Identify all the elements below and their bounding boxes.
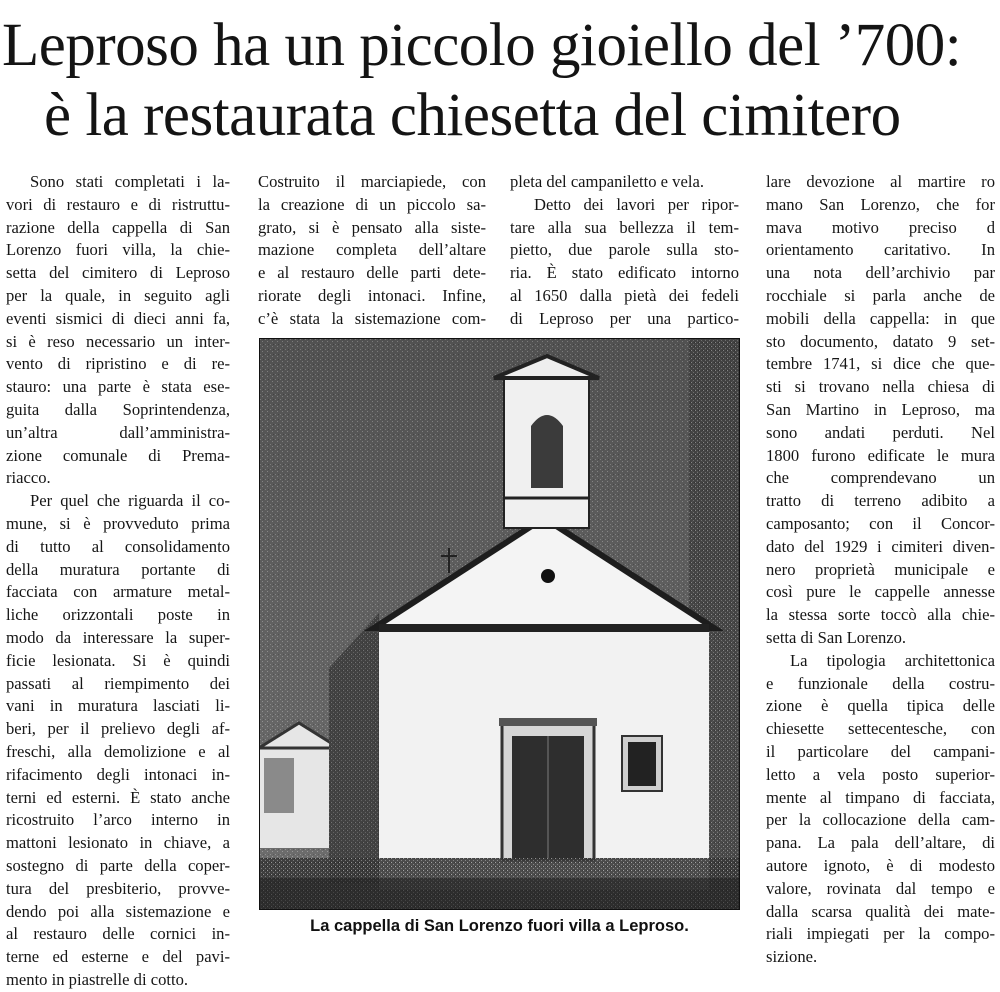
article-text-line: così pure le cappelle annesse: [766, 582, 995, 602]
article-text-line: ficie lesionata. Si è quindi: [6, 650, 230, 670]
article-text-line: rocchiale si parla anche de: [766, 285, 995, 305]
article-text-line: zione comunale di Prema-: [6, 445, 230, 465]
article-text-line: mazione completa dell’altare: [258, 240, 486, 260]
article-text-line: lare devozione al martire ro: [766, 172, 995, 191]
article-text-line: tratto di terreno adibito a: [766, 491, 995, 511]
article-text-line: di tutto al consolidamento: [6, 536, 230, 556]
article-text-line: pleta del campaniletto e vela.: [510, 172, 704, 191]
article-text-line: freschi, alla demolizione e al: [6, 741, 230, 761]
article-text-line: e al restauro delle parti dete-: [258, 263, 486, 283]
article-column-2: [258, 171, 486, 331]
article-text-line: zione è quella tipica delle: [766, 696, 995, 716]
article-text-line: mava motivo preciso d: [766, 217, 995, 237]
article-text-line: sto documento, datato 9 set-: [766, 331, 995, 351]
article-text-line: letto a vela posto superior-: [766, 764, 995, 784]
article-text-line: La tipologia architettonica: [790, 650, 995, 670]
article-text-line: dalla scarsa qualità dei mate-: [766, 901, 995, 921]
article-text-line: autore ignoto, è di modesto: [766, 855, 995, 875]
article-text-line: 1800 furono edificate le mura: [766, 445, 995, 465]
article-text-line: vani in muratura lasciati li-: [6, 696, 230, 716]
article-text-line: dendo poi alla sistemazione e: [6, 901, 230, 921]
article-text-line: mobili della cappella: in que: [766, 308, 995, 328]
chapel-photograph: [259, 338, 740, 910]
article-text-line: per la quale, in seguito agli: [6, 285, 230, 305]
article-text-line: rifacimento degli intonaci in-: [6, 764, 230, 784]
article-column-4: [766, 171, 995, 969]
article-text-line: della muratura portante di: [6, 559, 230, 579]
article-text-line: grato, si è pensato alla siste-: [258, 217, 486, 237]
article-text-line: vento di ripristino e di re-: [6, 354, 230, 374]
article-text-line: pana. La pala dell’altare, di: [766, 833, 995, 853]
article-text-line: mattoni lesionato in chiave, a: [6, 833, 230, 853]
article-text-line: riacco.: [6, 468, 51, 488]
article-text-line: Sono stati completati i la-: [30, 172, 230, 191]
article-column-1: [6, 171, 230, 992]
photo-caption: La cappella di San Lorenzo fuori villa a Leproso.: [310, 917, 689, 935]
article-text-line: orientamento caritativo. In: [766, 240, 995, 260]
article-text-line: sostegno di parte della coper-: [6, 855, 230, 875]
article-text-line: e funzionale della costru-: [766, 673, 995, 693]
article-text-line: sizione.: [766, 947, 818, 967]
article-text-line: mano San Lorenzo, che for: [766, 194, 995, 214]
article-text-line: al restauro delle cornici in-: [6, 924, 230, 944]
article-text-line: modo da interessare la super-: [6, 627, 230, 647]
article-text-line: facciata con armature metal-: [6, 582, 230, 602]
article-text-line: riali impiegati per la compo-: [766, 924, 995, 944]
article-text-line: ricostruito l’arco interno in: [6, 810, 230, 830]
article-text-line: tura del presbiterio, provve-: [6, 878, 230, 898]
headline-line-2: è la restaurata chiesetta del cimitero: [44, 82, 901, 149]
article-text-line: la creazione di un piccolo sa-: [258, 194, 486, 214]
article-text-line: che comprendevano un: [766, 468, 995, 488]
article-text-line: setta di San Lorenzo.: [766, 627, 907, 647]
article-text-line: Detto dei lavori per ripor-: [534, 194, 739, 214]
article-text-line: liche orizzontali poste in: [6, 605, 230, 625]
article-text-line: pietto, due parole sulla sto-: [510, 240, 739, 260]
article-text-line: riorate degli intonaci. Infine,: [258, 285, 486, 305]
article-text-line: tare alla sua bellezza il tem-: [510, 217, 739, 237]
article-text-line: Lorenzo fuori villa, la chie-: [6, 240, 230, 260]
article-text-line: tembre 1741, si dice che que-: [766, 354, 995, 374]
article-column-3: [510, 171, 739, 331]
article-text-line: c’è stata la sistemazione com-: [258, 308, 486, 328]
article-text-line: terni ed esterni. È stato anche: [6, 787, 230, 807]
article-text-line: mente al timpano di facciata,: [766, 787, 995, 807]
article-text-line: una nota dell’archivio par: [766, 263, 995, 283]
article-text-line: la stessa sorte toccò alla chie-: [766, 605, 995, 625]
article-text-line: Per quel che riguarda il co-: [30, 491, 230, 511]
article-text-line: valore, rovinata dal tempo e: [766, 878, 995, 898]
article-text-line: ria. È stato edificato intorno: [510, 263, 739, 283]
article-text-line: eventi sismici di dieci anni fa,: [6, 308, 230, 328]
article-text-line: un’altra dall’amministra-: [6, 422, 230, 442]
article-text-line: si è reso necessario un inter-: [6, 331, 230, 351]
article-text-line: razione della cappella di San: [6, 217, 230, 237]
article-text-line: stauro: una parte è stata ese-: [6, 377, 230, 397]
article-text-line: il particolare del campani-: [766, 741, 995, 761]
headline-line-1: Leproso ha un piccolo gioiello del ’700:: [2, 12, 962, 79]
article-text-line: Costruito il marciapiede, con: [258, 172, 486, 191]
article-text-line: setta del cimitero di Leproso: [6, 263, 230, 283]
article-text-line: nero proprietà municipale e: [766, 559, 995, 579]
article-text-line: chiesette settecentesche, con: [766, 719, 995, 739]
article-text-line: mune, si è provveduto prima: [6, 513, 230, 533]
article-text-line: vori di restauro e di ristruttu-: [6, 194, 230, 214]
article-text-line: beri, per il prelievo degli af-: [6, 719, 230, 739]
article-text-line: di Leproso per una partico-: [510, 308, 739, 328]
article-text-line: sti si trovano nella chiesa di: [766, 377, 995, 397]
article-text-line: dato del 1929 i cimiteri diven-: [766, 536, 995, 556]
article-text-line: terne ed esterne e del pavi-: [6, 947, 230, 967]
article-text-line: per la collocazione della cam-: [766, 810, 995, 830]
article-text-line: camposanto; con il Concor-: [766, 513, 995, 533]
article-text-line: guita dalla Soprintendenza,: [6, 399, 230, 419]
article-text-line: San Martino in Leproso, ma: [766, 399, 995, 419]
article-text-line: mento in piastrelle di cotto.: [6, 969, 189, 989]
article-text-line: al 1650 dalla pietà dei fedeli: [510, 285, 739, 305]
article-text-line: passati al riempimento dei: [6, 673, 230, 693]
article-text-line: sono andati perduti. Nel: [766, 422, 995, 442]
